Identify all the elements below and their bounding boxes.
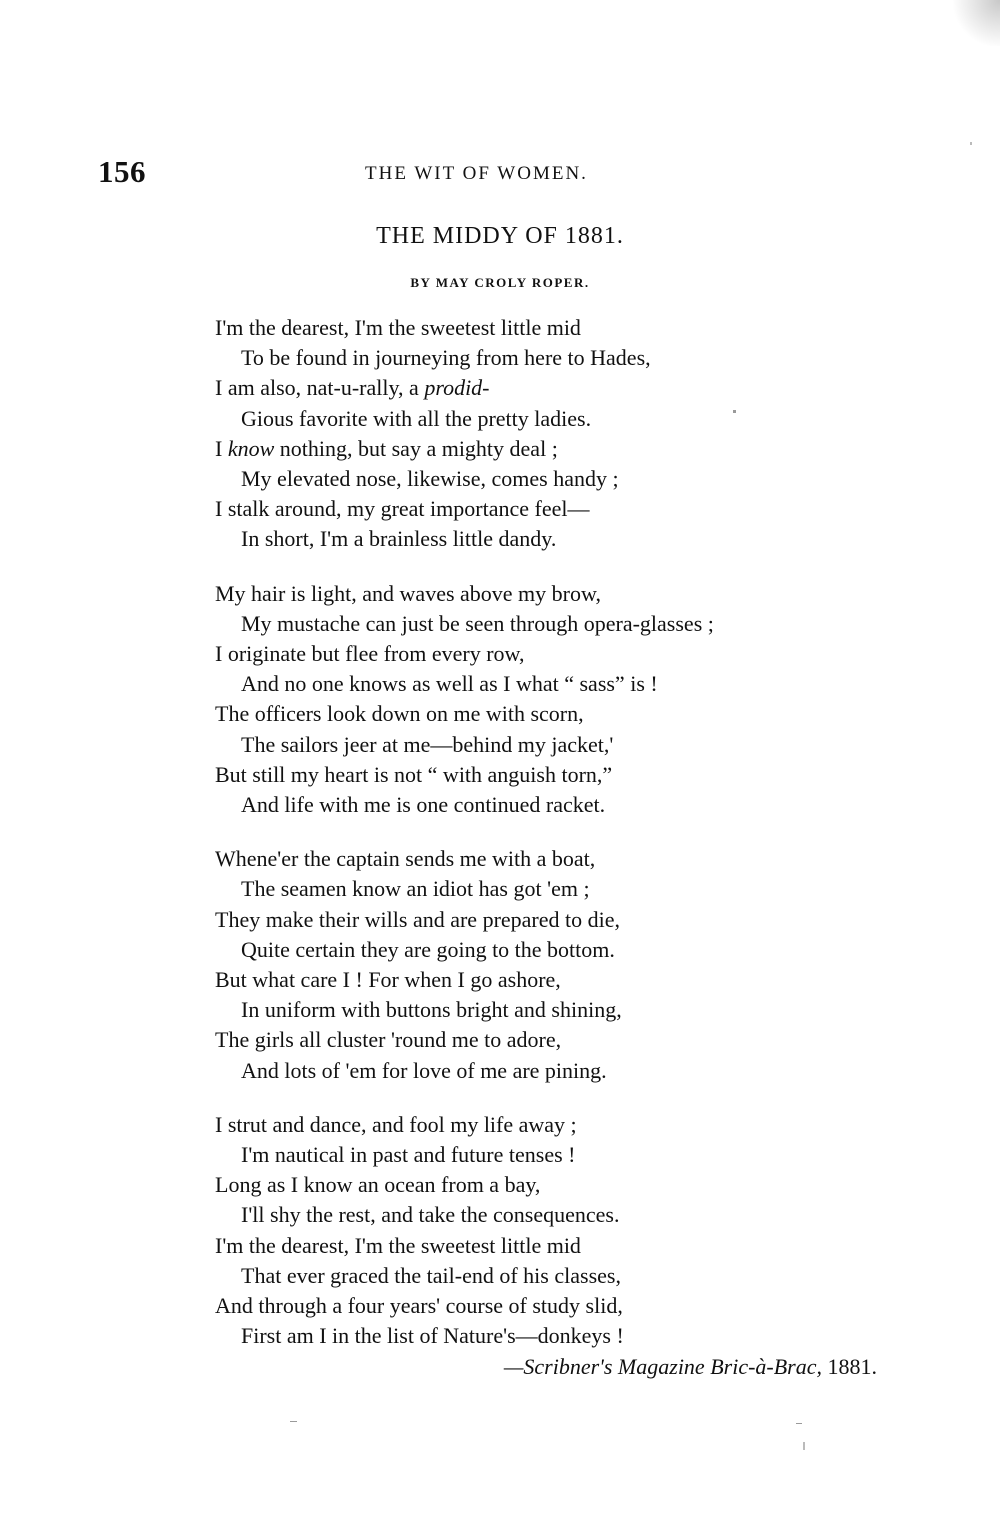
poem-line: And lots of 'em for love of me are pining.	[241, 1057, 607, 1083]
poem-line: But what care I ! For when I go ashore,	[215, 967, 561, 993]
stanza-3	[215, 844, 905, 1086]
poem-line: I'll shy the rest, and take the consequences.	[241, 1202, 620, 1228]
stanza-4	[215, 1110, 905, 1352]
page-number: 156	[98, 154, 146, 189]
poem-line: The girls all cluster 'round me to adore,	[215, 1027, 562, 1053]
poem-line: I strut and dance, and fool my life away ;	[215, 1111, 577, 1137]
poem-line: Quite certain they are going to the bottom.	[241, 936, 615, 962]
stanza-1	[215, 313, 905, 555]
poem-line: I originate but flee from every row,	[215, 641, 525, 667]
line-text: I am also, nat-u-rally, a	[215, 375, 425, 401]
line-text: I	[215, 435, 228, 461]
attribution-year: 1881.	[822, 1354, 877, 1379]
poem-line: The officers look down on me with scorn,	[215, 701, 584, 727]
poem-byline: BY MAY CROLY ROPER.	[410, 275, 590, 290]
poem-line: In uniform with buttons bright and shining,	[241, 997, 622, 1023]
poem-line: Gious favorite with all the pretty ladies.	[241, 405, 592, 431]
poem-attribution	[504, 1354, 877, 1380]
poem-line: And through a four years' course of study slid,	[215, 1293, 623, 1319]
poem-line: I'm the dearest, I'm the sweetest little mid	[215, 315, 581, 340]
poem-line: But still my heart is not “ with anguish torn,”	[215, 761, 613, 787]
poem-line: First am I in the list of Nature's—donkeys !	[241, 1323, 624, 1349]
italic-word: prodid-	[424, 375, 490, 401]
running-head: THE WIT OF WOMEN.	[365, 163, 588, 184]
poem-line: My mustache can just be seen through opera-glasses ;	[241, 610, 714, 636]
poem-line: Whene'er the captain sends me with a boat,	[215, 846, 596, 872]
poem-line: The sailors jeer at me—behind my jacket,'	[241, 731, 614, 757]
poem-line: I'm nautical in past and future tenses !	[241, 1142, 576, 1168]
poem-line	[215, 373, 905, 403]
poem-line: And no one knows as well as I what “ sass” is !	[241, 671, 658, 697]
print-speck	[970, 142, 972, 145]
line-text: nothing, but say a mighty deal ;	[274, 435, 558, 461]
print-speck	[796, 1423, 802, 1424]
poem-line: In short, I'm a brainless little dandy.	[241, 526, 557, 552]
poem-line	[215, 434, 905, 464]
attribution-source: —Scribner's Magazine Bric-à-Brac,	[503, 1354, 822, 1379]
print-speck	[290, 1421, 297, 1422]
poem-line: My elevated nose, likewise, comes handy ;	[241, 466, 619, 492]
poem-line: I stalk around, my great importance feel—	[215, 496, 590, 522]
corner-smudge	[952, 0, 1000, 46]
poem-line: That ever graced the tail-end of his classes,	[241, 1262, 621, 1288]
poem-line: To be found in journeying from here to Hades,	[241, 345, 651, 371]
poem-line: I'm the dearest, I'm the sweetest little mid	[215, 1232, 581, 1258]
poem-line: My hair is light, and waves above my brow,	[215, 580, 601, 606]
poem-line: They make their wills and are prepared to die,	[215, 906, 621, 932]
stanza-2	[215, 579, 905, 821]
poem-line: The seamen know an idiot has got 'em ;	[241, 876, 590, 902]
print-speck	[733, 410, 736, 413]
poem-line: Long as I know an ocean from a bay,	[215, 1172, 541, 1198]
italic-word: know	[227, 435, 275, 461]
poem-line: And life with me is one continued racket.	[241, 792, 606, 818]
poem-body	[215, 313, 905, 1376]
print-speck	[803, 1442, 805, 1450]
poem-title: THE MIDDY OF 1881.	[376, 223, 624, 249]
